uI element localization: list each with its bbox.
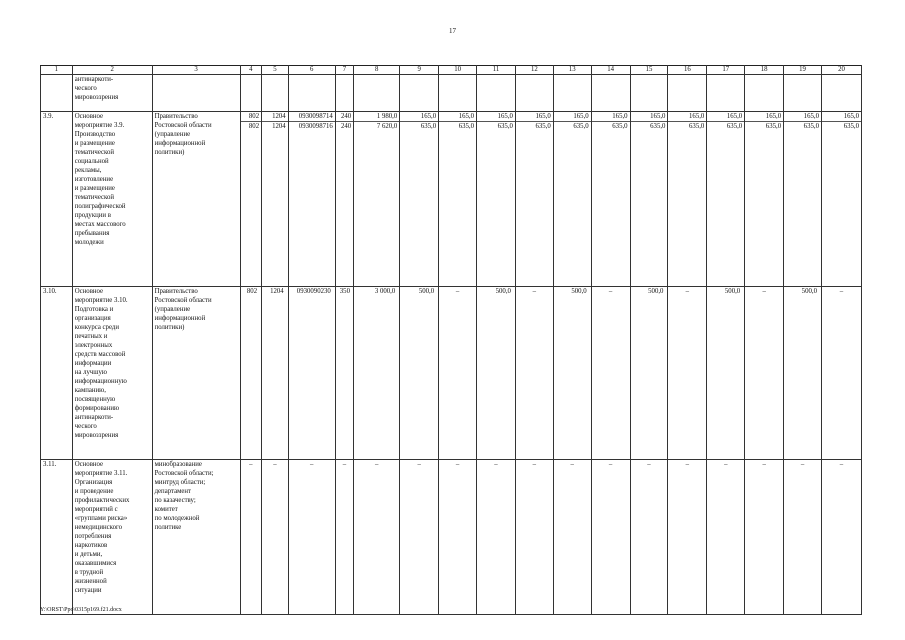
cell-text-line: наркотиков <box>74 542 108 549</box>
table-row <box>41 287 862 460</box>
cell-value: 165,0 <box>554 112 591 122</box>
year-amount-cell <box>400 112 439 287</box>
measure-description-cell <box>72 112 152 287</box>
year-amount-cell <box>668 460 707 615</box>
cell-value: – <box>685 461 690 468</box>
year-amount-cell <box>591 287 630 460</box>
column-number-cell: 9 <box>400 66 439 75</box>
cell-text-line: Производство <box>74 131 116 138</box>
cell-text-line: ческого <box>74 423 97 430</box>
empty-cell <box>668 75 707 112</box>
cell-value: 635,0 <box>843 123 859 130</box>
empty-cell <box>354 75 400 112</box>
cell-text-line: пребывания <box>74 230 110 237</box>
cell-value: – <box>839 461 844 468</box>
cell-text-line: на лучшую <box>74 369 108 376</box>
cell-text-line: ческого <box>74 85 97 92</box>
cell-text-line: конкурса среди <box>74 324 119 331</box>
empty-cell <box>335 75 353 112</box>
cell-value: – <box>494 461 498 468</box>
cell-text-line: профилактических <box>74 497 130 504</box>
cell-text-line: мировоззрения <box>74 432 119 439</box>
cell-text-line: Основное <box>74 288 104 295</box>
cell-value: 635,0 <box>612 123 628 130</box>
cell-value: – <box>375 461 379 468</box>
section-code-cell <box>262 460 289 615</box>
column-number-cell: 13 <box>553 66 591 75</box>
year-amount-cell <box>553 112 591 287</box>
ministry-code-cell <box>240 287 261 460</box>
year-amount-cell <box>707 460 745 615</box>
cell-value: 240 <box>336 112 353 122</box>
year-amount-cell <box>515 460 553 615</box>
cell-text-line: мировоззрения <box>74 94 119 101</box>
empty-cell <box>41 75 73 112</box>
cell-value: 0930098716 <box>298 123 333 130</box>
empty-cell <box>784 75 822 112</box>
cell-text-line: и размещение <box>74 185 115 192</box>
year-amount-cell <box>821 287 861 460</box>
total-amount-cell <box>354 112 400 287</box>
cell-text-line: «группами риска» <box>74 515 128 522</box>
cell-text-line: кампанию, <box>74 387 106 394</box>
cell-value: – <box>455 461 460 468</box>
table-row <box>41 460 862 615</box>
expense-type-cell <box>335 460 353 615</box>
empty-cell <box>262 75 289 112</box>
row-number-cell: 3.11. <box>41 460 73 615</box>
measure-description-cell <box>72 460 152 615</box>
cell-value: – <box>532 288 537 295</box>
cell-value: 500,0 <box>495 288 511 295</box>
year-amount-cell <box>668 287 707 460</box>
cell-value: – <box>608 461 613 468</box>
cell-text-line: департамент <box>154 488 192 495</box>
cell-value: 165,0 <box>707 112 744 122</box>
cell-text-line: электронных <box>74 342 113 349</box>
cell-value: 635,0 <box>497 123 513 130</box>
cell-text-line: антинаркоти- <box>74 76 114 83</box>
column-number-cell: 1 <box>41 66 73 75</box>
column-number-cell: 18 <box>745 66 784 75</box>
cell-value: 635,0 <box>803 123 819 130</box>
cell-value: 1204 <box>262 112 288 122</box>
cell-text-line: минтруд области; <box>154 479 206 486</box>
column-number-cell: 6 <box>288 66 335 75</box>
cell-text-line: (управление <box>154 131 191 138</box>
cell-value: – <box>532 461 537 468</box>
column-number-cell: 10 <box>439 66 477 75</box>
cell-text-line: тематической <box>74 149 115 156</box>
cell-text-line: комитет <box>154 506 178 513</box>
cell-value: 165,0 <box>477 112 515 122</box>
executor-cell <box>152 287 240 460</box>
total-amount-cell <box>354 287 400 460</box>
expense-type-cell <box>335 287 353 460</box>
ministry-code-cell <box>240 112 261 287</box>
section-code-cell <box>262 112 289 287</box>
cell-text-line: оказавшимися <box>74 560 117 567</box>
cell-text-line: полиграфической <box>74 203 126 210</box>
cell-text-line: минобразование <box>154 461 202 468</box>
cell-text-line: мероприятие 3.11. <box>74 470 128 477</box>
column-number-cell: 2 <box>72 66 152 75</box>
cell-text-line: Правительство <box>154 288 198 295</box>
cell-value: – <box>273 461 277 468</box>
cell-value: – <box>570 461 574 468</box>
column-number-cell: 11 <box>477 66 516 75</box>
cell-text-line: антинаркоти- <box>74 414 114 421</box>
column-number-cell: 19 <box>784 66 822 75</box>
cell-value: 165,0 <box>592 112 630 122</box>
empty-cell <box>152 75 240 112</box>
cell-text-line: Правительство <box>154 113 198 120</box>
page-number: 17 <box>449 27 456 35</box>
cell-text-line: политики) <box>154 149 185 156</box>
cell-text-line: информации <box>74 360 112 367</box>
year-amount-cell <box>668 112 707 287</box>
column-number-cell: 7 <box>335 66 353 75</box>
empty-cell <box>439 75 477 112</box>
cell-value: 635,0 <box>650 123 666 130</box>
column-number-cell: 17 <box>707 66 745 75</box>
cell-text-line: организация <box>74 315 111 322</box>
section-code-cell <box>262 287 289 460</box>
cell-text-line: Основное <box>74 461 104 468</box>
column-number-cell: 15 <box>630 66 668 75</box>
year-amount-cell <box>707 112 745 287</box>
ministry-code-cell <box>240 460 261 615</box>
cell-text-line: по молодежной <box>154 515 200 522</box>
year-amount-cell <box>784 460 822 615</box>
empty-cell <box>630 75 668 112</box>
column-number-cell: 20 <box>821 66 861 75</box>
year-amount-cell <box>821 112 861 287</box>
total-amount-cell <box>354 460 400 615</box>
cell-value: – <box>647 461 651 468</box>
year-amount-cell <box>439 460 477 615</box>
cell-value: 165,0 <box>745 112 783 122</box>
cell-value: 635,0 <box>420 123 437 130</box>
cell-value: – <box>455 288 460 295</box>
cell-value: 165,0 <box>400 112 438 122</box>
year-amount-cell <box>515 287 553 460</box>
cell-text-line: и проведение <box>74 488 114 495</box>
cell-value: – <box>249 461 253 468</box>
column-number-cell: 3 <box>152 66 240 75</box>
year-amount-cell <box>745 460 784 615</box>
cell-value: 635,0 <box>458 123 475 130</box>
cell-value: 165,0 <box>516 112 553 122</box>
year-amount-cell <box>439 112 477 287</box>
year-amount-cell <box>707 287 745 460</box>
cell-text-line: в трудной <box>74 569 104 576</box>
cell-value: 635,0 <box>726 123 743 130</box>
empty-cell <box>240 75 261 112</box>
cell-value: 1 980,0 <box>354 112 399 122</box>
cell-value: 0930098714 <box>289 112 335 122</box>
cell-text-line: формированию <box>74 405 120 412</box>
year-amount-cell <box>553 287 591 460</box>
year-amount-cell <box>784 287 822 460</box>
header-row <box>41 66 862 75</box>
cell-value: 500,0 <box>648 288 664 295</box>
measure-description-cell <box>72 287 152 460</box>
cell-value: – <box>724 461 728 468</box>
cell-text-line: социальной <box>74 158 109 165</box>
cell-text-line: печатных и <box>74 333 108 340</box>
cell-value: 802 <box>241 112 261 122</box>
cell-value: 0930090230 <box>296 288 331 295</box>
cell-text-line: Ростовской области; <box>154 470 214 477</box>
empty-cell <box>400 75 439 112</box>
cell-value: 1204 <box>270 288 284 295</box>
cell-text-line: мероприятий с <box>74 506 118 513</box>
cell-value: 635,0 <box>535 123 551 130</box>
cell-text-line: политике <box>154 524 182 531</box>
cell-text-line: и размещение <box>74 140 115 147</box>
year-amount-cell <box>400 287 439 460</box>
year-amount-cell <box>400 460 439 615</box>
cell-text-line: потребления <box>74 533 112 540</box>
cell-text-line: информационной <box>154 315 206 322</box>
cell-text-line: рекламы, <box>74 167 102 174</box>
cell-value: 500,0 <box>418 288 435 295</box>
cell-value: 165,0 <box>439 112 476 122</box>
cell-value: 500,0 <box>571 288 587 295</box>
target-article-cell <box>288 460 335 615</box>
year-amount-cell <box>477 112 516 287</box>
year-amount-cell <box>745 112 784 287</box>
empty-cell <box>553 75 591 112</box>
cell-text-line: и детьми, <box>74 551 103 558</box>
cell-value: 500,0 <box>801 288 817 295</box>
cell-text-line: продукции в <box>74 212 111 219</box>
table-row <box>41 112 862 287</box>
year-amount-cell <box>477 460 516 615</box>
cell-value: 500,0 <box>724 288 741 295</box>
year-amount-cell <box>630 287 668 460</box>
cell-text-line: по казачеству; <box>154 497 196 504</box>
cell-value: 802 <box>246 288 258 295</box>
cell-text-line: мероприятие 3.9. <box>74 122 125 129</box>
cell-text-line: политики) <box>154 324 185 331</box>
year-amount-cell <box>630 460 668 615</box>
cell-text-line: Подготовка и <box>74 306 114 313</box>
cell-value: 165,0 <box>668 112 706 122</box>
cell-value: 240 <box>341 123 352 130</box>
cell-value: 165,0 <box>784 112 821 122</box>
cell-text-line: Основное <box>74 113 104 120</box>
year-amount-cell <box>630 112 668 287</box>
row-number-cell: 3.9. <box>41 112 73 287</box>
empty-cell <box>477 75 516 112</box>
cell-text-line: жизненной <box>74 578 107 585</box>
cell-value: – <box>762 288 766 295</box>
year-amount-cell <box>591 460 630 615</box>
column-number-cell: 4 <box>240 66 261 75</box>
cell-value: 350 <box>339 288 350 295</box>
file-path: Y:\ORST\Ppo\0315p169.f21.docx <box>40 607 122 613</box>
cell-value: 802 <box>248 123 260 130</box>
executor-cell <box>152 460 240 615</box>
cell-value: 635,0 <box>765 123 782 130</box>
target-article-cell <box>288 112 335 287</box>
carryover-row <box>41 75 862 112</box>
carryover-description-cell <box>72 75 152 112</box>
column-number-cell: 5 <box>262 66 289 75</box>
cell-text-line: тематической <box>74 194 115 201</box>
cell-text-line: изготовление <box>74 176 114 183</box>
cell-text-line: средств массовой <box>74 351 126 358</box>
year-amount-cell <box>784 112 822 287</box>
cell-value: – <box>608 288 613 295</box>
cell-text-line: ситуации <box>74 587 102 594</box>
year-amount-cell <box>439 287 477 460</box>
cell-text-line: Организация <box>74 479 113 486</box>
cell-text-line: информационную <box>74 378 127 385</box>
cell-value: 165,0 <box>822 112 861 122</box>
cell-text-line: Ростовской области <box>154 297 212 304</box>
empty-cell <box>591 75 630 112</box>
cell-value: – <box>800 461 805 468</box>
year-amount-cell <box>515 112 553 287</box>
cell-value: 7 620,0 <box>376 123 398 130</box>
cell-value: – <box>839 288 844 295</box>
column-number-cell: 16 <box>668 66 707 75</box>
cell-value: 3 000,0 <box>374 288 396 295</box>
cell-text-line: информационной <box>154 140 206 147</box>
cell-text-line: мероприятие 3.10. <box>74 297 128 304</box>
cell-value: – <box>342 461 347 468</box>
target-article-cell <box>288 287 335 460</box>
year-amount-cell <box>477 287 516 460</box>
year-amount-cell <box>553 460 591 615</box>
cell-value: – <box>310 461 314 468</box>
row-number-cell: 3.10. <box>41 287 73 460</box>
cell-value: 1204 <box>272 123 286 130</box>
cell-text-line: (управление <box>154 306 191 313</box>
empty-cell <box>288 75 335 112</box>
column-number-cell: 8 <box>354 66 400 75</box>
empty-cell <box>707 75 745 112</box>
column-number-cell: 14 <box>591 66 630 75</box>
cell-value: 635,0 <box>573 123 589 130</box>
cell-text-line: молодежи <box>74 239 104 246</box>
empty-cell <box>821 75 861 112</box>
cell-text-line: посвященную <box>74 396 116 403</box>
cell-value: 635,0 <box>689 123 705 130</box>
cell-value: – <box>762 461 766 468</box>
year-amount-cell <box>591 112 630 287</box>
cell-text-line: Ростовской области <box>154 122 212 129</box>
column-number-cell: 12 <box>515 66 553 75</box>
cell-value: 165,0 <box>631 112 668 122</box>
year-amount-cell <box>745 287 784 460</box>
cell-text-line: местах массового <box>74 221 126 228</box>
empty-cell <box>515 75 553 112</box>
empty-cell <box>745 75 784 112</box>
budget-table <box>40 65 862 615</box>
cell-value: – <box>685 288 690 295</box>
year-amount-cell <box>821 460 861 615</box>
cell-value: – <box>417 461 421 468</box>
executor-cell <box>152 112 240 287</box>
cell-text-line: немедицинского <box>74 524 123 531</box>
expense-type-cell <box>335 112 353 287</box>
